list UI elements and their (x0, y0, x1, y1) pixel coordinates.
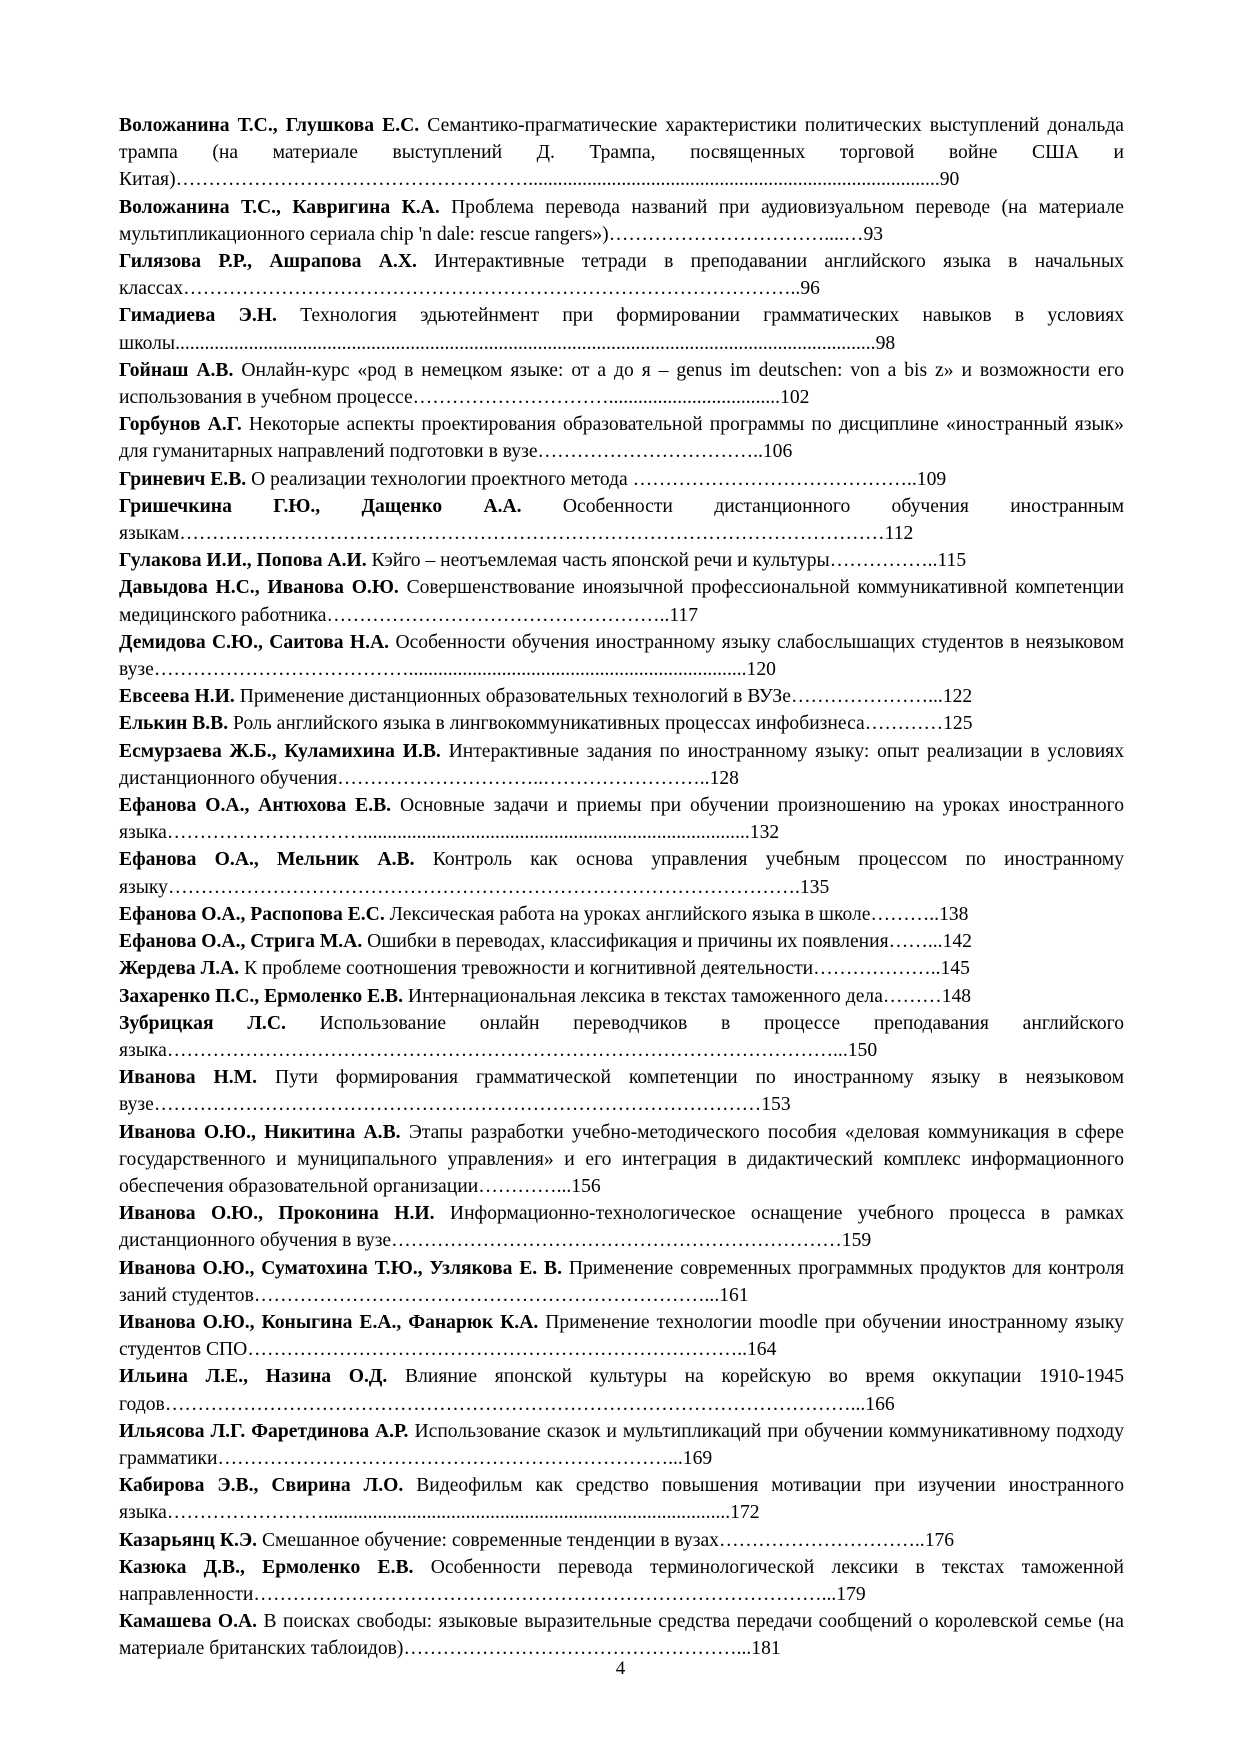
toc-entry-leader: ……... (888, 931, 943, 953)
toc-entry-leader: ……….. (870, 903, 940, 925)
toc-entry-page-number: 172 (730, 1502, 760, 1524)
toc-entry (119, 466, 1124, 493)
toc-entry-page-number: 179 (836, 1583, 866, 1605)
toc-entry-leader: …………………………….. (537, 441, 763, 463)
toc-entry (119, 574, 1124, 628)
toc-entry-title: Проблема перевода названий при аудиовизуальном переводе (на материале мультипликационного сериала chip 'n dale: rescue rangers») (119, 196, 1124, 245)
toc-entry-leader: …………………………………………………………………………………………... (166, 1039, 848, 1061)
toc-entry-authors: Елькин В.В. (119, 713, 229, 735)
toc-entry-authors: Гойнаш А.В. (119, 359, 234, 381)
toc-entry (119, 1472, 1124, 1526)
toc-entry-title: Интерактивные тетради в преподавании английского языка в начальных классах (119, 251, 1124, 300)
toc-entry-authors: Казарьянц К.Э. (119, 1529, 258, 1551)
toc-entry-title: Влияние японской культуры на корейскую во время оккупации 1910-1945 годов (119, 1366, 1125, 1415)
toc-entry-leader: ……………………………………………………………………………………………… (179, 523, 885, 545)
toc-entry-page-number: 106 (762, 441, 793, 463)
toc-entry (119, 194, 1124, 248)
toc-entry-leader: …………………... (790, 686, 943, 708)
toc-entry-page-number: 125 (943, 713, 973, 735)
toc-entry-authors: Ефанова О.А., Мельник А.В. (119, 849, 415, 871)
toc-entry-page-number: 90 (939, 169, 960, 191)
toc-entry-title: Применение технологии moodle при обучении иностранному языку студентов СПО (119, 1311, 1124, 1361)
toc-entry-authors: Гришечкина Г.Ю., Дащенко А.А. (119, 495, 522, 517)
toc-entry-leader: …………………………………..................................................................... (153, 659, 747, 681)
toc-entry-authors: Ефанова О.А., Распопова Е.С. (119, 903, 385, 925)
toc-entry-title: Некоторые аспекты проектирования образовательной программы по дисциплине «иностранный язык» для гуманитарных направлений подготовки в вузе (119, 414, 1124, 463)
toc-entry-title: Лексическая работа на уроках английского языка в школе (389, 903, 871, 925)
toc-entry (119, 983, 1124, 1010)
toc-entry-page-number: 164 (746, 1339, 777, 1361)
toc-entry-page-number: 138 (939, 903, 969, 925)
toc-entry (119, 112, 1124, 194)
toc-entry-leader: ............................................................................................................................................... (175, 332, 876, 354)
toc-entry (119, 248, 1124, 302)
toc-entry (119, 1554, 1124, 1608)
toc-entry-page-number: 166 (865, 1393, 895, 1415)
toc-entry-title: Технология эдьютейнмент при формировании грамматических навыков в условиях школы (119, 305, 1124, 354)
page-number: 4 (615, 1658, 626, 1679)
toc-entry-page-number: 122 (942, 686, 973, 708)
toc-entry-title: Использование онлайн переводчиков в процессе преподавания английского языка (119, 1012, 1124, 1061)
toc-entry (119, 901, 1124, 928)
toc-entry-page-number: 109 (916, 468, 947, 490)
toc-entry-title: Особенности обучения иностранному языку слабослышащих студентов в неязыковом вузе (119, 631, 1125, 681)
toc-entry-title: Особенности перевода терминологической лексики в текстах таможенной направленности (119, 1556, 1124, 1605)
toc-entry-title: Применение современных программных продуктов для контроля заний студентов (119, 1257, 1124, 1306)
toc-entry-leader: ………………………….. (718, 1529, 925, 1551)
toc-entry-title: В поисках свободы: языковые выразительные средства передачи сообщений о королевской семье (на материале британских таблоидов) (119, 1611, 1124, 1660)
toc-entry (119, 302, 1124, 356)
toc-entry-authors: Ефанова О.А., Стрига М.А. (119, 931, 363, 953)
toc-entry-leader: ……………………………………………………………………………………………... (164, 1393, 866, 1415)
toc-entry-title: Особенности дистанционного обучения иностранным языкам (119, 495, 1124, 545)
toc-entry-authors: Иванова О.Ю., Проконина Н.И. (119, 1203, 435, 1225)
toc-entry (119, 846, 1124, 900)
toc-entry (119, 792, 1124, 846)
toc-entry-authors: Евсеева Н.И. (119, 686, 235, 708)
toc-entry-leader: ………………………………………………………………….. (247, 1339, 747, 1361)
toc-entry (119, 1418, 1124, 1472)
toc-entry-authors: Воложанина Т.С., Глушкова Е.С. (119, 115, 420, 136)
toc-entry-authors: Горбунов А.Г. (119, 414, 242, 436)
toc-entry-page-number: 176 (924, 1529, 955, 1551)
toc-entry-page-number: 112 (884, 523, 914, 545)
toc-entry (119, 1608, 1124, 1662)
toc-entry-authors: Есмурзаева Ж.Б., Куламихина И.В. (119, 740, 441, 762)
toc-entry-authors: Ефанова О.А., Антюхова Е.В. (119, 795, 392, 817)
toc-entry-title: Совершенствование иноязычной профессиональной коммуникативной компетенции медицинского работника (119, 577, 1125, 626)
toc-entry (119, 411, 1124, 465)
toc-entry-title: Интернациональная лексика в текстах таможенного дела (407, 985, 883, 1007)
toc-entry-page-number: 148 (941, 985, 972, 1007)
toc-entry-authors: Воложанина Т.С., Кавригина К.А. (119, 196, 440, 218)
toc-entry-leader: …………………………………………………………… (391, 1230, 842, 1252)
toc-entry-page-number: 161 (719, 1284, 749, 1306)
toc-entry-page-number: 153 (761, 1094, 791, 1116)
toc-entry (119, 1527, 1124, 1554)
toc-entry-title: Использование сказок и мультипликаций при обучении коммуникативному подходу грамматики (119, 1420, 1124, 1469)
toc-entry-page-number: 117 (669, 604, 699, 626)
toc-entry-leader: …………………………………….. (627, 468, 917, 490)
toc-entry-page-number: 96 (800, 278, 820, 300)
table-of-contents (119, 112, 1124, 1663)
toc-entry-authors: Иванова Н.М. (119, 1067, 258, 1089)
toc-entry-title: Интерактивные задания по иностранному языку: опыт реализации в условиях дистанционного обучения (119, 740, 1124, 789)
toc-entry (119, 1363, 1124, 1417)
toc-entry (119, 1200, 1124, 1254)
toc-entry-leader: ……………………………………………... (403, 1638, 752, 1660)
toc-entry-leader: ……………………................................................................................... (166, 1502, 731, 1524)
toc-entry-authors: Зубрицкая Л.С. (119, 1012, 286, 1034)
toc-entry-page-number: 93 (863, 223, 884, 245)
toc-entry-authors: Казюка Д.В., Ермоленко Е.В. (119, 1556, 414, 1578)
toc-entry-leader: ……… (882, 985, 942, 1007)
toc-entry (119, 547, 1124, 574)
toc-entry (119, 1119, 1124, 1201)
toc-entry-leader: ……………………………………………………………... (217, 1447, 683, 1469)
toc-entry-leader: …………………………………………….. (326, 604, 670, 626)
toc-entry (119, 1309, 1124, 1363)
toc-entry-leader: …………………………..…………………….. (337, 767, 710, 789)
toc-entry-authors: Ильина Л.Е., Назина О.Д. (119, 1366, 388, 1388)
toc-entry (119, 683, 1124, 710)
toc-entry-authors: Иванова О.Ю., Никитина А.В. (119, 1121, 401, 1143)
toc-entry-authors: Гулакова И.И., Попова А.И. (119, 550, 367, 572)
toc-entry-leader: …………... (478, 1175, 572, 1197)
toc-entry-leader: ………………………………………………………………………………… (153, 1094, 762, 1116)
toc-entry-title: Применение дистанционных образовательных технологий в ВУЗе (239, 686, 791, 708)
toc-entry-authors: Гимадиева Э.Н. (119, 305, 277, 327)
toc-entry-leader: ………………………………………………………………………………….. (183, 278, 801, 300)
toc-entry-page-number: 120 (746, 659, 776, 681)
toc-entry (119, 357, 1124, 411)
toc-entry (119, 1010, 1124, 1064)
toc-entry-authors: Камашева О.А. (119, 1611, 258, 1633)
toc-entry-title: Смешанное обучение: современные тенденции в вузах (261, 1529, 719, 1551)
toc-entry-page-number: 102 (780, 387, 810, 409)
toc-entry-page-number: 159 (841, 1230, 872, 1252)
toc-entry-page-number: 156 (571, 1175, 601, 1197)
toc-entry (119, 710, 1124, 737)
toc-entry-leader: ……………………………....… (608, 223, 864, 245)
toc-entry (119, 1064, 1124, 1118)
toc-entry (119, 928, 1124, 955)
toc-entry (119, 1255, 1124, 1309)
toc-entry-authors: Иванова О.Ю., Суматохина Т.Ю., Узлякова Е. В. (119, 1257, 562, 1279)
toc-entry-authors: Гриневич Е.В. (119, 468, 247, 490)
toc-entry-title: Ошибки в переводах, классификация и причины их появления (367, 931, 889, 953)
toc-entry-authors: Жердева Л.А. (119, 958, 240, 980)
toc-entry-title: Основные задачи и приемы при обучении произношению на уроках иностранного языка (119, 795, 1125, 844)
toc-entry-page-number: 181 (751, 1638, 781, 1660)
toc-entry-authors: Давыдова Н.С., Иванова О.Ю. (119, 577, 399, 599)
toc-entry-title: Роль английского языка в лингвокоммуникативных процессах инфобизнеса (233, 713, 865, 735)
toc-entry-title: Семантико-прагматические характеристики политических выступлений дональда трампа (на материале выступлений Д. Трампа, посвященных торговой войне США и Китая) (119, 115, 1124, 191)
toc-entry-title: Информационно-технологическое оснащение учебного процесса в рамках дистанционного обучения в вузе (119, 1203, 1124, 1252)
toc-entry (119, 955, 1124, 982)
toc-entry-authors: Ильясова Л.Г. Фаретдинова А.Р. (119, 1420, 409, 1442)
toc-entry-page-number: 145 (940, 958, 970, 980)
toc-entry-page-number: 128 (709, 767, 739, 789)
toc-entry-leader: ……………….. (813, 958, 941, 980)
toc-entry-title: Этапы разработки учебно-методического пособия «деловая коммуникация в сфере государственного и муниципального управления» и его интеграция в дидактический комплекс информационного обеспечения образовательной организации (119, 1121, 1124, 1197)
toc-entry-title: Пути формирования грамматической компетенции по иностранному языку в неязыковом вузе (119, 1067, 1124, 1116)
toc-entry (119, 629, 1124, 683)
toc-entry-title: Видеофильм как средство повышения мотивации при изучении иностранного языка (119, 1475, 1124, 1524)
toc-entry-leader: ………… (864, 713, 944, 735)
toc-entry-page-number: 142 (942, 931, 972, 953)
toc-entry-leader: ……………………………………………….................................................................................... (175, 169, 940, 191)
toc-entry-page-number: 98 (875, 332, 896, 354)
toc-entry-title: Кэйго – неотъемлемая часть японской речи и культуры (371, 550, 830, 572)
toc-entry-leader: ……………………………………………………………... (253, 1284, 720, 1306)
toc-entry (119, 493, 1124, 547)
toc-entry-authors: Гилязова Р.Р., Ашрапова А.Х. (119, 251, 417, 273)
toc-entry-page-number: 132 (749, 822, 780, 844)
toc-entry-leader: …………………………............................................................................... (166, 822, 750, 844)
toc-entry-page-number: 169 (682, 1447, 713, 1469)
toc-entry-leader: …………….. (829, 550, 938, 572)
toc-entry-title: К проблеме соотношения тревожности и когнитивной деятельности (244, 958, 814, 980)
toc-entry-page-number: 115 (937, 550, 967, 572)
toc-entry-authors: Демидова С.Ю., Саитова Н.А. (119, 631, 390, 653)
toc-entry-leader: …………………………................................... (412, 387, 781, 409)
toc-entry-leader: ……………………………………………………………………………………. (167, 876, 800, 898)
toc-entry (119, 738, 1124, 792)
toc-entry-title: О реализации технологии проектного метода (251, 468, 628, 490)
toc-entry-title: Контроль как основа управления учебным процессом по иностранному языку (119, 849, 1124, 898)
toc-entry-authors: Кабирова Э.В., Свирина Л.О. (119, 1475, 404, 1497)
toc-entry-leader: ……………………………………………………………………………... (253, 1583, 837, 1605)
toc-entry-title: Онлайн-курс «род в немецком языке: от а до я – genus im deutschen: von a bis z» и возможности его использования в учебном процессе (119, 359, 1124, 409)
toc-entry-page-number: 135 (799, 876, 830, 898)
toc-entry-authors: Иванова О.Ю., Коныгина Е.А., Фанарюк К.А. (119, 1311, 539, 1333)
toc-entry-authors: Захаренко П.С., Ермоленко Е.В. (119, 985, 404, 1007)
toc-entry-page-number: 150 (847, 1039, 878, 1061)
